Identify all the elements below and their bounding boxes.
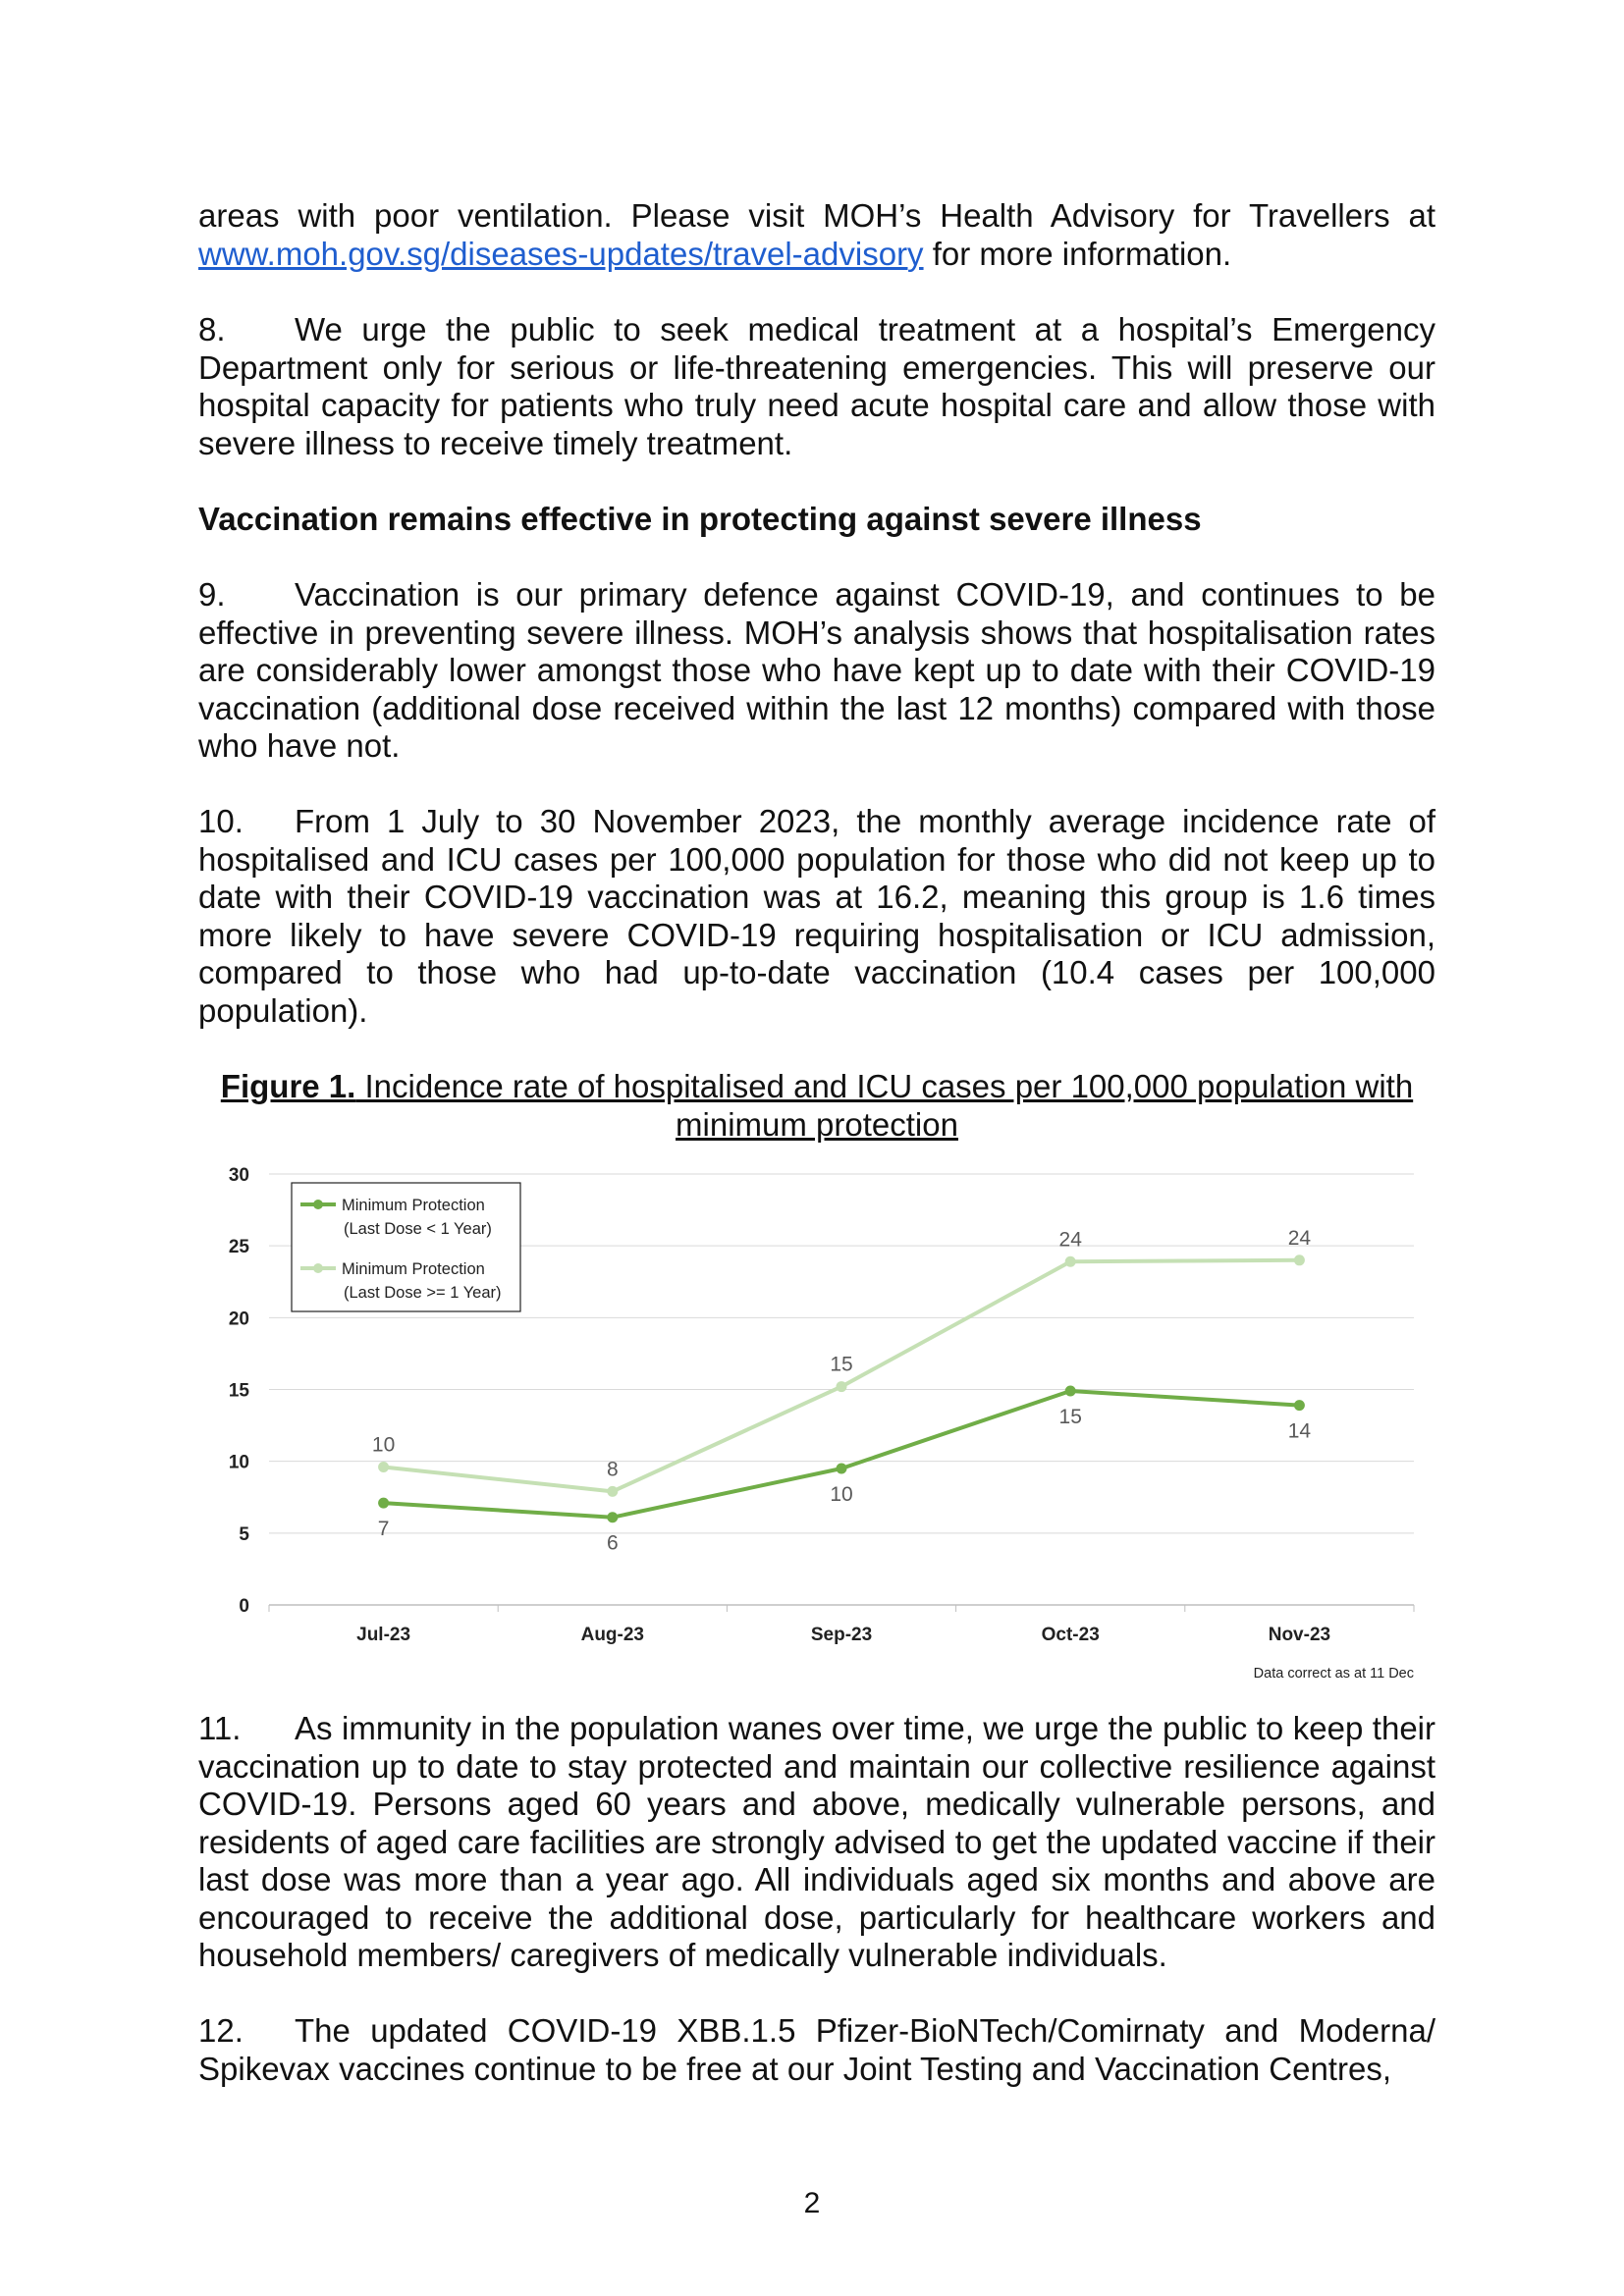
paragraph-text: As immunity in the population wanes over time, we urge the public to keep their vaccination up to date to stay protected and maintain our collective resilience against COVID-19. Persons aged 60 years and above, medically vulnerable persons, and residents of aged care facilities are strongly advised to get the updated vaccine if their last dose was more than a year ago. All individuals aged six months and above are encouraged to receive the additional dose, particularly for healthcare workers and household members/ caregivers of medically vulnerable individuals. (198, 1710, 1435, 1973)
y-tick-label: 15 (228, 1380, 249, 1402)
data-label: 24 (1287, 1226, 1312, 1250)
data-point (378, 1462, 389, 1472)
section-heading-text: Vaccination remains effective in protecting against severe illness (198, 501, 1202, 537)
paragraph-text: The updated COVID-19 XBB.1.5 Pfizer-BioNTech/Comirnaty and Moderna/ Spikevax vaccines continue to be free at our Joint Testing and Vaccination Centres, (198, 2012, 1435, 2087)
data-label: 15 (1058, 1405, 1082, 1428)
x-tick-label: Aug-23 (580, 1625, 645, 1645)
y-tick-label: 10 (228, 1452, 249, 1473)
figure-caption-text: Incidence rate of hospitalised and ICU cases per 100,000 population with minimum protection (355, 1068, 1414, 1143)
data-label: 14 (1287, 1419, 1312, 1443)
data-label: 10 (371, 1433, 396, 1457)
paragraph-number: 10. (198, 803, 244, 839)
legend-label: (Last Dose < 1 Year) (344, 1220, 492, 1238)
paragraph-text: for more information. (923, 235, 1232, 272)
paragraph-10 (198, 803, 1435, 1030)
paragraph-8 (198, 311, 1435, 462)
paragraph-7-continued (198, 197, 1435, 273)
data-label: 8 (606, 1458, 619, 1481)
paragraph-number: 9. (198, 576, 226, 613)
y-tick-label: 5 (239, 1523, 249, 1545)
paragraph-text: We urge the public to seek medical treatment at a hospital’s Emergency Department only for serious or life-threatening emergencies. This will preserve our hospital capacity for patients who truly need acute hospital care and allow those with severe illness to receive timely treatment. (198, 311, 1435, 461)
paragraph-text: areas with poor ventilation. Please visit MOH’s Health Advisory for Travellers at (198, 197, 1435, 234)
data-label: 7 (377, 1518, 390, 1541)
data-point (1294, 1400, 1305, 1411)
data-label: 6 (606, 1531, 619, 1555)
chart-note: Data correct as at 11 Dec (1253, 1666, 1414, 1682)
paragraph-number: 11. (198, 1710, 242, 1746)
legend-swatch-marker (313, 1200, 323, 1209)
data-label: 24 (1058, 1228, 1082, 1252)
legend-label: Minimum Protection (342, 1260, 485, 1278)
paragraph-9 (198, 576, 1435, 766)
data-label: 10 (830, 1482, 853, 1506)
legend-label: (Last Dose >= 1 Year) (344, 1284, 502, 1302)
paragraph-text: Vaccination is our primary defence against COVID-19, and continues to be effective in preventing severe illness. MOH’s analysis shows that hospitalisation rates are considerably lower amongst those who have kept up to date with their COVID-19 vaccination (additional dose received within the last 12 months) compared with those who have not. (198, 576, 1435, 764)
figure-label: Figure 1. (220, 1068, 356, 1104)
page-number: 2 (803, 2187, 821, 2219)
data-label: 15 (830, 1353, 853, 1376)
section-heading (198, 501, 1435, 539)
legend-swatch-marker (313, 1263, 323, 1273)
data-point (378, 1498, 389, 1509)
data-point (1065, 1256, 1076, 1267)
data-point (1065, 1385, 1076, 1396)
legend-label: Minimum Protection (342, 1197, 485, 1214)
data-point (607, 1512, 618, 1522)
data-point (837, 1381, 847, 1392)
y-tick-label: 30 (228, 1165, 249, 1186)
data-point (607, 1486, 618, 1497)
paragraph-11 (198, 1710, 1435, 1975)
figure-caption (198, 1068, 1435, 1144)
travel-advisory-link[interactable]: www.moh.gov.sg/diseases-updates/travel-advisory (198, 235, 924, 272)
y-tick-label: 25 (228, 1237, 249, 1258)
x-tick-label: Jul-23 (356, 1625, 411, 1645)
y-tick-label: 0 (239, 1596, 249, 1617)
x-tick-label: Oct-23 (1041, 1625, 1100, 1645)
paragraph-text: From 1 July to 30 November 2023, the monthly average incidence rate of hospitalised and ICU cases per 100,000 population for those who did not keep up to date with their COVID-19 vaccination was at 16.2, meaning this group is 1.6 times more likely to have severe COVID-19 requiring hospitalisation or ICU admission, compared to those who had up-to-date vaccination (10.4 cases per 100,000 population). (198, 803, 1435, 1029)
x-tick-label: Sep-23 (810, 1625, 873, 1645)
paragraph-12 (198, 2012, 1435, 2088)
data-point (837, 1463, 847, 1473)
x-tick-label: Nov-23 (1268, 1625, 1331, 1645)
incidence-rate-line-chart (198, 1156, 1435, 1686)
paragraph-number: 12. (198, 2012, 244, 2049)
y-tick-label: 20 (228, 1308, 249, 1330)
paragraph-number: 8. (198, 311, 226, 347)
data-point (1294, 1255, 1305, 1265)
